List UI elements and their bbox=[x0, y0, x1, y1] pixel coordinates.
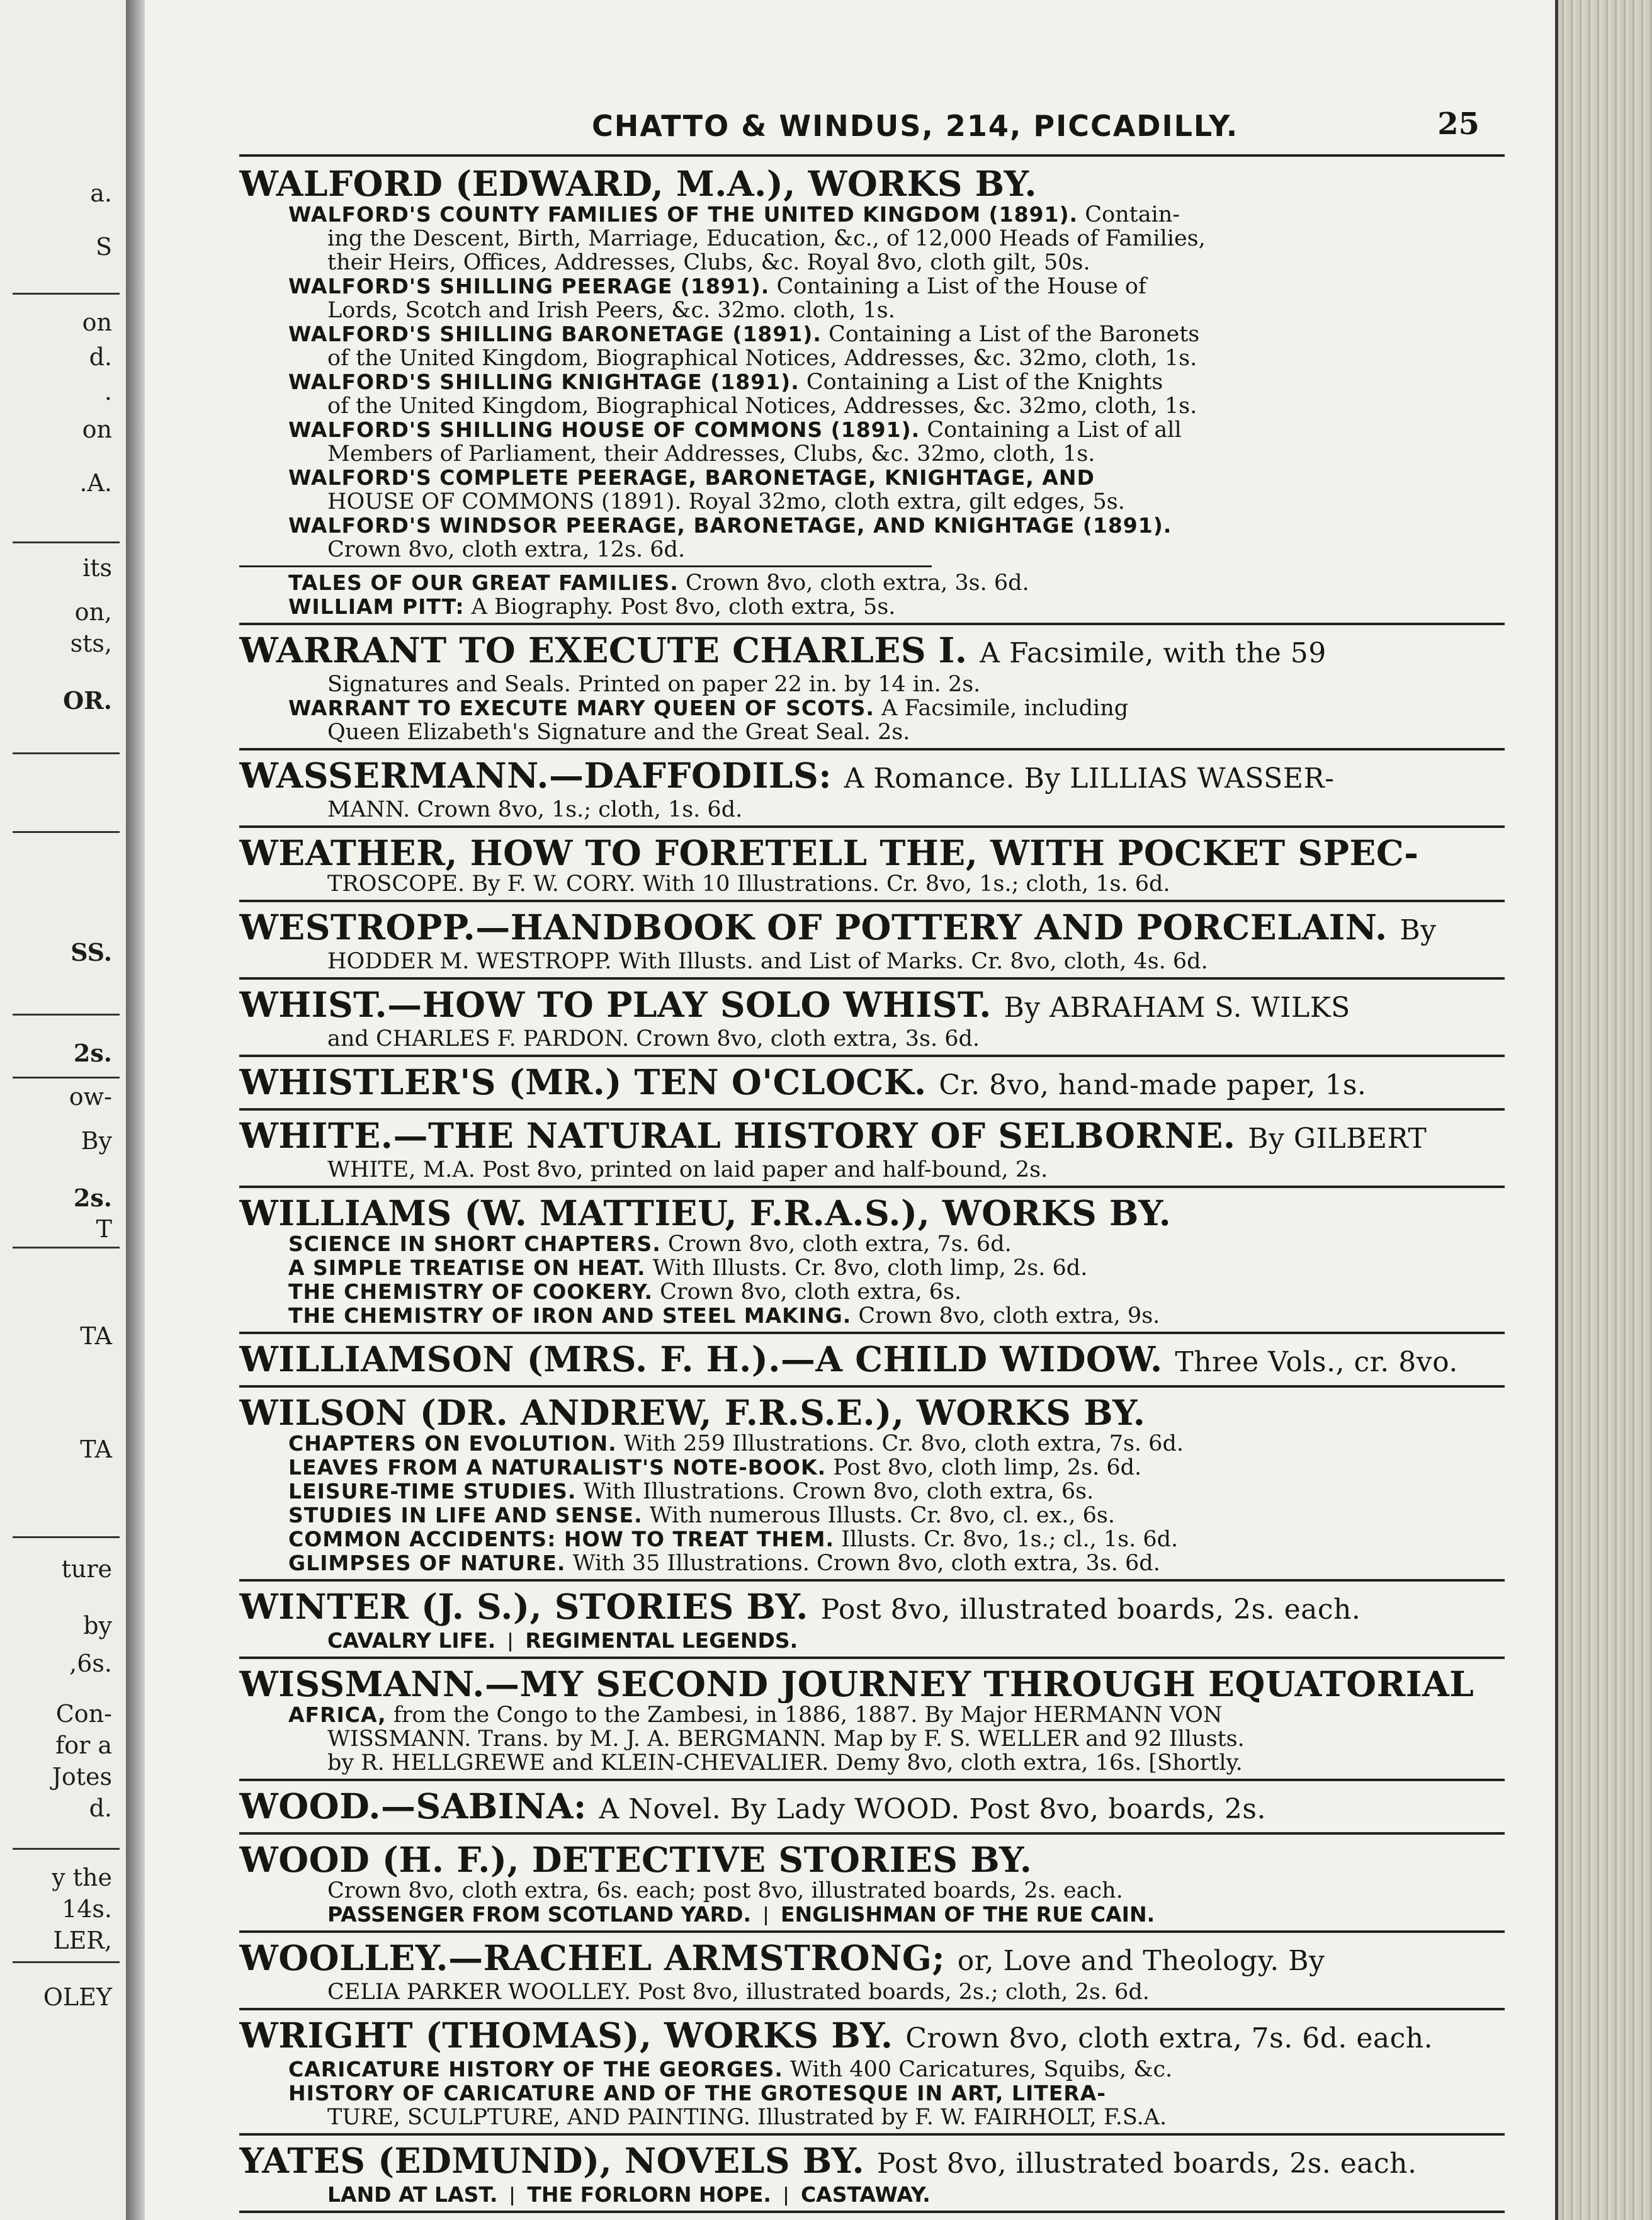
catalogue-entry bbox=[239, 986, 1505, 1057]
listed-title: LAND AT LAST. bbox=[327, 2183, 498, 2207]
catalogue-entry bbox=[239, 1394, 1505, 1582]
catalogue-entry bbox=[239, 1588, 1505, 1659]
left-page-fragment: d. bbox=[89, 343, 112, 371]
sub-work-detail: Containing a List of the Baronets bbox=[829, 322, 1200, 346]
sub-work-title: THE CHEMISTRY OF IRON AND STEEL MAKING. bbox=[288, 1304, 852, 1328]
entry-heading-detail: A Novel. By Lady WOOD. Post 8vo, boards, 2s. bbox=[599, 1793, 1266, 1825]
sub-work-line bbox=[288, 696, 1505, 720]
sub-work-title: WALFORD'S SHILLING KNIGHTAGE (1891). bbox=[288, 370, 800, 394]
sub-work-title: A SIMPLE TREATISE ON HEAT. bbox=[288, 1256, 646, 1280]
left-page-fragment: on bbox=[82, 309, 112, 336]
listed-title: ENGLISHMAN OF THE RUE CAIN. bbox=[781, 1903, 1155, 1927]
entry-heading-detail: By bbox=[1400, 914, 1437, 946]
inner-divider bbox=[239, 565, 932, 567]
catalogue-entry bbox=[239, 909, 1505, 980]
continuation-line: TURE, SCULPTURE, AND PAINTING. Illustrated by F. W. FAIRHOLT, F.S.A. bbox=[327, 2105, 1167, 2129]
sub-work-detail: Illusts. Cr. 8vo, 1s.; cl., 1s. 6d. bbox=[841, 1527, 1179, 1551]
sub-work-line bbox=[288, 1703, 1505, 1727]
sub-work-detail: With numerous Illusts. Cr. 8vo, cl. ex., 6s. bbox=[649, 1504, 1115, 1527]
sub-work-title: CHAPTERS ON EVOLUTION. bbox=[288, 1432, 617, 1456]
sub-work-detail: Contain- bbox=[1085, 203, 1180, 227]
sub-work-title: TALES OF OUR GREAT FAMILIES. bbox=[288, 571, 679, 595]
entry-heading-title: WASSERMANN.—DAFFODILS: bbox=[239, 757, 832, 796]
catalogue-entry bbox=[239, 1340, 1505, 1388]
continuation-line: of the United Kingdom, Biographical Notices, Addresses, &c. 32mo, cloth, 1s. bbox=[327, 346, 1197, 370]
sub-work-detail: Crown 8vo, cloth extra, 3s. 6d. bbox=[685, 571, 1029, 595]
entry-heading-title: WESTROPP.—HANDBOOK OF POTTERY AND PORCELAIN. bbox=[239, 909, 1388, 948]
left-page-fragment: 14s. bbox=[62, 1895, 112, 1923]
left-page-fragment: By bbox=[81, 1127, 112, 1155]
entry-heading-title: WEATHER, HOW TO FORETELL THE, WITH POCKET SPEC- bbox=[239, 834, 1419, 872]
sub-work-title: WALFORD'S COUNTY FAMILIES OF THE UNITED KINGDOM (1891). bbox=[288, 203, 1078, 227]
left-page-fragment: ow- bbox=[69, 1083, 112, 1111]
left-page-rule bbox=[13, 1014, 120, 1016]
sub-work-line bbox=[288, 466, 1505, 490]
entry-heading-title: WOOLLEY.—RACHEL ARMSTRONG; bbox=[239, 1939, 946, 1978]
entry-heading bbox=[239, 1117, 1505, 1158]
listed-title: PASSENGER FROM SCOTLAND YARD. bbox=[327, 1903, 752, 1927]
title-separator bbox=[509, 1633, 511, 1651]
sub-work-title: WILLIAM PITT: bbox=[288, 595, 465, 619]
title-separator bbox=[765, 1906, 767, 1925]
sub-work-line bbox=[288, 1480, 1505, 1504]
sub-work-title: WALFORD'S SHILLING PEERAGE (1891). bbox=[288, 275, 770, 298]
entry-heading bbox=[239, 1194, 1505, 1232]
left-page-rule bbox=[13, 752, 120, 754]
sub-work-title: CARICATURE HISTORY OF THE GEORGES. bbox=[288, 2058, 783, 2081]
catalogue-entry bbox=[239, 1787, 1505, 1835]
left-page-fragment: LER, bbox=[53, 1927, 112, 1954]
sub-work-title: GLIMPSES OF NATURE. bbox=[288, 1551, 566, 1575]
title-separator bbox=[511, 2187, 513, 2206]
entry-heading bbox=[239, 834, 1505, 872]
continuation-line: WISSMANN. Trans. by M. J. A. BERGMANN. Map by F. S. WELLER and 92 Illusts. bbox=[327, 1727, 1245, 1751]
continuation-line: Lords, Scotch and Irish Peers, &c. 32mo. cloth, 1s. bbox=[327, 298, 895, 322]
entry-heading bbox=[239, 631, 1505, 672]
listed-title: CAVALRY LIFE. bbox=[327, 1629, 496, 1653]
sub-work-title: AFRICA, bbox=[288, 1703, 387, 1727]
title-list-line bbox=[327, 2183, 1505, 2207]
entry-heading bbox=[239, 1665, 1505, 1703]
sub-work-line bbox=[288, 1551, 1505, 1575]
continuation-line: of the United Kingdom, Biographical Notices, Addresses, &c. 32mo, cloth, 1s. bbox=[327, 394, 1197, 418]
left-page-fragment: SS. bbox=[71, 938, 112, 966]
left-page-fragment: Jotes bbox=[52, 1763, 112, 1791]
sub-work-line bbox=[288, 1504, 1505, 1527]
sub-work-line bbox=[288, 1304, 1505, 1328]
sub-work-detail: Crown 8vo, cloth extra, 6s. bbox=[660, 1280, 962, 1304]
sub-work-line bbox=[288, 2058, 1505, 2081]
catalogue-entry bbox=[239, 1063, 1505, 1111]
page-number: 25 bbox=[1437, 106, 1479, 142]
continuation-line: their Heirs, Offices, Addresses, Clubs, &c. Royal 8vo, cloth gilt, 50s. bbox=[327, 251, 1090, 275]
left-page-fragment: ,6s. bbox=[69, 1650, 112, 1677]
continuation-line: Queen Elizabeth's Signature and the Great Seal. 2s. bbox=[327, 720, 910, 744]
entry-heading bbox=[239, 1063, 1505, 1104]
entry-heading bbox=[239, 165, 1505, 203]
entry-heading-title: WARRANT TO EXECUTE CHARLES I. bbox=[239, 631, 968, 671]
title-list-line bbox=[327, 1629, 1505, 1653]
entry-heading bbox=[239, 1787, 1505, 1828]
entry-heading-title: WILLIAMS (W. MATTIEU, F.R.A.S.), WORKS BY. bbox=[239, 1194, 1172, 1232]
entry-heading bbox=[239, 1939, 1505, 1980]
catalogue-entry bbox=[239, 1939, 1505, 2010]
sub-work-line bbox=[288, 2081, 1505, 2105]
entry-heading bbox=[239, 2142, 1505, 2183]
left-page-fragment: T bbox=[96, 1215, 112, 1243]
book-page-edges bbox=[1555, 0, 1652, 2220]
sub-work-title: STUDIES IN LIFE AND SENSE. bbox=[288, 1504, 643, 1527]
left-page-fragment: OLEY bbox=[43, 1983, 112, 2011]
entry-heading bbox=[239, 1588, 1505, 1629]
left-page-fragment: sts, bbox=[70, 630, 112, 657]
listed-title: THE FORLORN HOPE. bbox=[527, 2183, 771, 2207]
continuation-line: HOUSE OF COMMONS (1891). Royal 32mo, cloth extra, gilt edges, 5s. bbox=[327, 490, 1125, 514]
sub-work-line bbox=[288, 418, 1505, 442]
continuation-line: Signatures and Seals. Printed on paper 22 in. by 14 in. 2s. bbox=[327, 672, 981, 696]
left-page-rule bbox=[13, 831, 120, 833]
left-page-fragment: .A. bbox=[79, 469, 112, 497]
left-page-rule bbox=[13, 1536, 120, 1538]
left-page-rule bbox=[13, 541, 120, 543]
left-page-fragment: a. bbox=[90, 179, 112, 207]
catalogue-entry bbox=[239, 757, 1505, 828]
catalogue-entry bbox=[239, 834, 1505, 902]
continuation-line: Crown 8vo, cloth extra, 12s. 6d. bbox=[327, 538, 686, 562]
left-page-rule bbox=[13, 1848, 120, 1850]
entry-heading bbox=[239, 2017, 1505, 2058]
sub-work-line bbox=[288, 571, 1505, 595]
catalogue-page bbox=[145, 0, 1555, 2220]
entry-heading bbox=[239, 1841, 1505, 1879]
entry-heading-title: WISSMANN.—MY SECOND JOURNEY THROUGH EQUATORIAL bbox=[239, 1665, 1474, 1703]
sub-work-line bbox=[288, 275, 1505, 298]
listed-title: REGIMENTAL LEGENDS. bbox=[525, 1629, 798, 1653]
left-page-rule bbox=[13, 1247, 120, 1249]
left-page-rule bbox=[13, 293, 120, 295]
sub-work-detail: A Biography. Post 8vo, cloth extra, 5s. bbox=[471, 595, 896, 619]
left-page-fragment: y the bbox=[52, 1864, 112, 1891]
sub-work-line bbox=[288, 1456, 1505, 1480]
sub-work-detail: Containing a List of the Knights bbox=[806, 370, 1163, 394]
catalogue-entry bbox=[239, 1665, 1505, 1781]
sub-work-line bbox=[288, 322, 1505, 346]
catalogue-entry bbox=[239, 2142, 1505, 2213]
entry-heading-title: WRIGHT (THOMAS), WORKS BY. bbox=[239, 2017, 893, 2056]
sub-work-title: HISTORY OF CARICATURE AND OF THE GROTESQUE IN ART, LITERA- bbox=[288, 2081, 1106, 2105]
continuation-line: MANN. Crown 8vo, 1s.; cloth, 1s. 6d. bbox=[327, 798, 743, 822]
left-page-fragment: on, bbox=[74, 598, 112, 626]
sub-work-detail: Crown 8vo, cloth extra, 9s. bbox=[858, 1304, 1160, 1328]
entry-heading-title: WOOD (H. F.), DETECTIVE STORIES BY. bbox=[239, 1841, 1032, 1879]
entry-heading-detail: Crown 8vo, cloth extra, 7s. 6d. each. bbox=[905, 2022, 1434, 2054]
left-page-fragment: its bbox=[82, 554, 112, 582]
sub-work-detail: Containing a List of all bbox=[927, 418, 1182, 442]
entry-heading-detail: Three Vols., cr. 8vo. bbox=[1175, 1346, 1458, 1378]
listed-title: CASTAWAY. bbox=[800, 2183, 931, 2207]
continuation-line: WHITE, M.A. Post 8vo, printed on laid paper and half-bound, 2s. bbox=[327, 1158, 1048, 1182]
left-page-fragment: Con- bbox=[55, 1700, 112, 1728]
left-page-fragment: for a bbox=[55, 1731, 112, 1759]
continuation-line: TROSCOPE. By F. W. CORY. With 10 Illustrations. Cr. 8vo, 1s.; cloth, 1s. 6d. bbox=[327, 872, 1170, 896]
left-page-fragment: on bbox=[82, 416, 112, 443]
catalogue-entry bbox=[239, 631, 1505, 750]
continuation-line: CELIA PARKER WOOLLEY. Post 8vo, illustrated boards, 2s.; cloth, 2s. 6d. bbox=[327, 1980, 1150, 2004]
sub-work-title: THE CHEMISTRY OF COOKERY. bbox=[288, 1280, 653, 1304]
title-separator bbox=[785, 2187, 787, 2206]
left-page-fragment: 2s. bbox=[73, 1184, 112, 1212]
entry-heading-title: WINTER (J. S.), STORIES BY. bbox=[239, 1588, 808, 1627]
sub-work-line bbox=[288, 1232, 1505, 1256]
entry-heading-title: WHISTLER'S (MR.) TEN O'CLOCK. bbox=[239, 1063, 927, 1102]
catalogue-entry bbox=[239, 165, 1505, 625]
sub-work-detail: With 400 Caricatures, Squibs, &c. bbox=[790, 2058, 1173, 2081]
sub-work-title: WALFORD'S SHILLING BARONETAGE (1891). bbox=[288, 322, 822, 346]
left-page-fragment: by bbox=[83, 1612, 112, 1640]
sub-work-detail: A Facsimile, including bbox=[881, 696, 1129, 720]
continuation-line: HODDER M. WESTROPP. With Illusts. and List of Marks. Cr. 8vo, cloth, 4s. 6d. bbox=[327, 949, 1208, 973]
entry-heading bbox=[239, 757, 1505, 798]
sub-work-detail: With Illusts. Cr. 8vo, cloth limp, 2s. 6d. bbox=[652, 1256, 1088, 1280]
left-page-rule bbox=[13, 1961, 120, 1963]
sub-work-title: LEAVES FROM A NATURALIST'S NOTE-BOOK. bbox=[288, 1456, 827, 1480]
sub-work-title: WALFORD'S COMPLETE PEERAGE, BARONETAGE, KNIGHTAGE, AND bbox=[288, 466, 1095, 490]
entry-heading-title: WALFORD (EDWARD, M.A.), WORKS BY. bbox=[239, 165, 1037, 203]
entry-heading bbox=[239, 1394, 1505, 1432]
sub-work-line bbox=[288, 370, 1505, 394]
sub-work-line bbox=[288, 595, 1505, 619]
running-title: CHATTO & WINDUS, 214, PICCADILLY. bbox=[592, 109, 1239, 143]
sub-work-title: SCIENCE IN SHORT CHAPTERS. bbox=[288, 1232, 661, 1256]
left-page-fragment: ture bbox=[61, 1555, 112, 1583]
continuation-line: ing the Descent, Birth, Marriage, Education, &c., of 12,000 Heads of Families, bbox=[327, 227, 1206, 251]
left-page-fragment: . bbox=[104, 378, 112, 405]
sub-work-line bbox=[288, 1432, 1505, 1456]
catalogue-entry bbox=[239, 1117, 1505, 1188]
left-page-rule bbox=[13, 1077, 120, 1079]
left-page-fragment: OR. bbox=[63, 686, 112, 715]
sub-work-title: LEISURE-TIME STUDIES. bbox=[288, 1480, 577, 1504]
sub-work-line bbox=[288, 1280, 1505, 1304]
entry-heading-detail: A Romance. By LILLIAS WASSER- bbox=[844, 762, 1335, 795]
entry-heading-detail: Post 8vo, illustrated boards, 2s. each. bbox=[820, 1594, 1361, 1626]
continuation-line: Members of Parliament, their Addresses, Clubs, &c. 32mo, cloth, 1s. bbox=[327, 442, 1095, 466]
left-page-fragment: S bbox=[95, 233, 112, 261]
left-facing-page-fragment bbox=[0, 0, 130, 2220]
entry-heading bbox=[239, 1340, 1505, 1381]
continuation-line: by R. HELLGREWE and KLEIN-CHEVALIER. Demy 8vo, cloth extra, 16s. [Shortly. bbox=[327, 1751, 1243, 1775]
book-gutter bbox=[126, 0, 145, 2220]
continuation-line: Crown 8vo, cloth extra, 6s. each; post 8vo, illustrated boards, 2s. each. bbox=[327, 1879, 1123, 1903]
entry-heading-detail: A Facsimile, with the 59 bbox=[980, 637, 1327, 669]
catalogue-entry bbox=[239, 1194, 1505, 1334]
entry-heading-title: WOOD.—SABINA: bbox=[239, 1787, 587, 1826]
sub-work-detail: With 259 Illustrations. Cr. 8vo, cloth extra, 7s. 6d. bbox=[623, 1432, 1184, 1456]
entry-heading-title: YATES (EDMUND), NOVELS BY. bbox=[239, 2142, 865, 2181]
sub-work-line bbox=[288, 514, 1505, 538]
continuation-line: and CHARLES F. PARDON. Crown 8vo, cloth extra, 3s. 6d. bbox=[327, 1027, 980, 1051]
entry-heading-detail: Post 8vo, illustrated boards, 2s. each. bbox=[876, 2148, 1417, 2180]
sub-work-detail: With 35 Illustrations. Crown 8vo, cloth extra, 3s. 6d. bbox=[572, 1551, 1160, 1575]
catalogue-entry bbox=[239, 2017, 1505, 2136]
left-page-fragment: d. bbox=[89, 1794, 112, 1822]
sub-work-detail: With Illustrations. Crown 8vo, cloth extra, 6s. bbox=[583, 1480, 1094, 1504]
sub-work-detail: Containing a List of the House of bbox=[776, 275, 1146, 298]
entry-heading-title: WHITE.—THE NATURAL HISTORY OF SELBORNE. bbox=[239, 1117, 1236, 1156]
running-head bbox=[239, 104, 1505, 157]
catalogue-entries bbox=[239, 165, 1505, 2219]
sub-work-detail: Crown 8vo, cloth extra, 7s. 6d. bbox=[667, 1232, 1012, 1256]
sub-work-title: WALFORD'S SHILLING HOUSE OF COMMONS (1891). bbox=[288, 418, 920, 442]
entry-heading bbox=[239, 909, 1505, 949]
sub-work-title: WALFORD'S WINDSOR PEERAGE, BARONETAGE, AND KNIGHTAGE (1891). bbox=[288, 514, 1172, 538]
left-page-fragment: TA bbox=[80, 1322, 112, 1350]
entry-heading-title: WILSON (DR. ANDREW, F.R.S.E.), WORKS BY. bbox=[239, 1394, 1146, 1432]
left-page-fragment: 2s. bbox=[73, 1039, 112, 1067]
entry-heading-detail: or, Love and Theology. By bbox=[957, 1945, 1325, 1977]
sub-work-title: WARRANT TO EXECUTE MARY QUEEN OF SCOTS. bbox=[288, 696, 874, 720]
sub-work-detail: Post 8vo, cloth limp, 2s. 6d. bbox=[833, 1456, 1142, 1480]
entry-heading-title: WILLIAMSON (MRS. F. H.).—A CHILD WIDOW. bbox=[239, 1340, 1163, 1379]
entry-heading-title: WHIST.—HOW TO PLAY SOLO WHIST. bbox=[239, 986, 992, 1025]
title-list-line bbox=[327, 1903, 1505, 1927]
sub-work-line bbox=[288, 1527, 1505, 1551]
sub-work-title: COMMON ACCIDENTS: HOW TO TREAT THEM. bbox=[288, 1527, 834, 1551]
entry-heading-detail: By ABRAHAM S. WILKS bbox=[1004, 992, 1350, 1024]
entry-heading bbox=[239, 986, 1505, 1027]
left-page-fragment: TA bbox=[80, 1436, 112, 1463]
catalogue-entry bbox=[239, 1841, 1505, 1933]
sub-work-line bbox=[288, 203, 1505, 227]
entry-heading-detail: Cr. 8vo, hand-made paper, 1s. bbox=[939, 1069, 1367, 1101]
entry-heading-detail: By GILBERT bbox=[1248, 1123, 1427, 1155]
sub-work-line bbox=[288, 1256, 1505, 1280]
sub-work-detail: from the Congo to the Zambesi, in 1886, 1887. By Major HERMANN VON bbox=[393, 1703, 1223, 1727]
